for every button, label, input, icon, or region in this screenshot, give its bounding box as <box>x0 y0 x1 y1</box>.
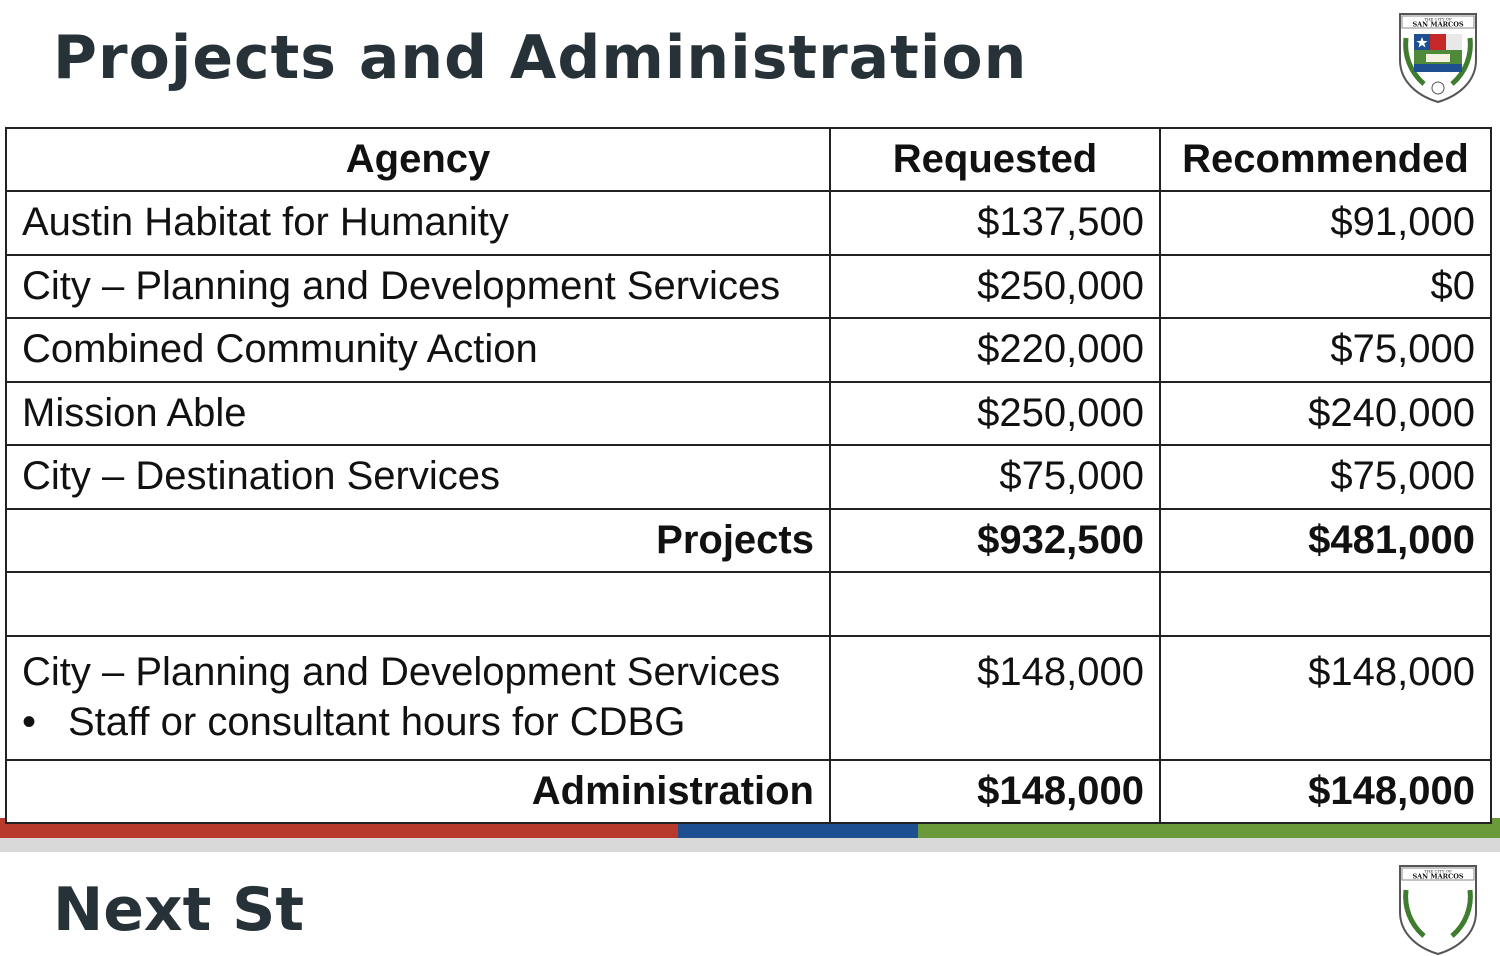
recommended-cell: $240,000 <box>1160 382 1491 446</box>
requested-cell: $75,000 <box>830 445 1160 509</box>
slide-gap <box>0 838 1500 852</box>
admin-total-recommended: $148,000 <box>1160 760 1491 824</box>
next-slide-title: Next St <box>53 875 305 945</box>
projects-total-label: Projects <box>6 509 830 573</box>
recommended-cell: $75,000 <box>1160 445 1491 509</box>
requested-cell: $220,000 <box>830 318 1160 382</box>
projects-total-row <box>6 509 1491 573</box>
san-marcos-seal-icon <box>1396 862 1480 956</box>
recommended-cell: $75,000 <box>1160 318 1491 382</box>
table-row <box>6 445 1491 509</box>
agency-cell: City – Planning and Development Services <box>6 255 830 319</box>
recommended-cell: $0 <box>1160 255 1491 319</box>
projects-total-requested: $932,500 <box>830 509 1160 573</box>
admin-total-row <box>6 760 1491 824</box>
next-logo-city-label: THE CITY OF <box>1424 868 1452 874</box>
admin-requested-cell: $148,000 <box>830 636 1160 760</box>
funding-table <box>5 127 1492 824</box>
requested-cell: $137,500 <box>830 191 1160 255</box>
admin-agency-name: City – Planning and Development Services <box>22 649 781 694</box>
table-row <box>6 191 1491 255</box>
requested-cell: $250,000 <box>830 382 1160 446</box>
agency-cell: Mission Able <box>6 382 830 446</box>
projects-total-recommended: $481,000 <box>1160 509 1491 573</box>
recommended-cell: $91,000 <box>1160 191 1491 255</box>
table-row <box>6 255 1491 319</box>
requested-cell: $250,000 <box>830 255 1160 319</box>
spacer-row <box>6 572 1491 636</box>
slide-title: Projects and Administration <box>53 23 1028 93</box>
table-row <box>6 318 1491 382</box>
admin-total-label: Administration <box>6 760 830 824</box>
admin-agency-cell <box>6 636 830 760</box>
bullet-dot: • <box>22 699 37 744</box>
agency-cell: City – Destination Services <box>6 445 830 509</box>
admin-bullet-item <box>22 697 814 747</box>
admin-total-requested: $148,000 <box>830 760 1160 824</box>
header-recommended: Recommended <box>1160 128 1491 191</box>
logo-name-label: SAN MARCOS <box>1412 20 1464 29</box>
agency-cell: Combined Community Action <box>6 318 830 382</box>
spacer-cell <box>6 572 830 636</box>
san-marcos-seal-icon <box>1396 10 1480 104</box>
table-row <box>6 382 1491 446</box>
agency-cell: Austin Habitat for Humanity <box>6 191 830 255</box>
next-slide-preview <box>0 852 1500 945</box>
spacer-cell <box>830 572 1160 636</box>
next-logo-name-label: SAN MARCOS <box>1412 872 1464 881</box>
header-agency: Agency <box>6 128 830 191</box>
table-header-row <box>6 128 1491 191</box>
spacer-cell <box>1160 572 1491 636</box>
logo-city-label: THE CITY OF <box>1424 16 1452 22</box>
admin-recommended-cell: $148,000 <box>1160 636 1491 760</box>
admin-row <box>6 636 1491 760</box>
admin-bullet-text: Staff or consultant hours for CDBG <box>68 699 686 744</box>
header-requested: Requested <box>830 128 1160 191</box>
